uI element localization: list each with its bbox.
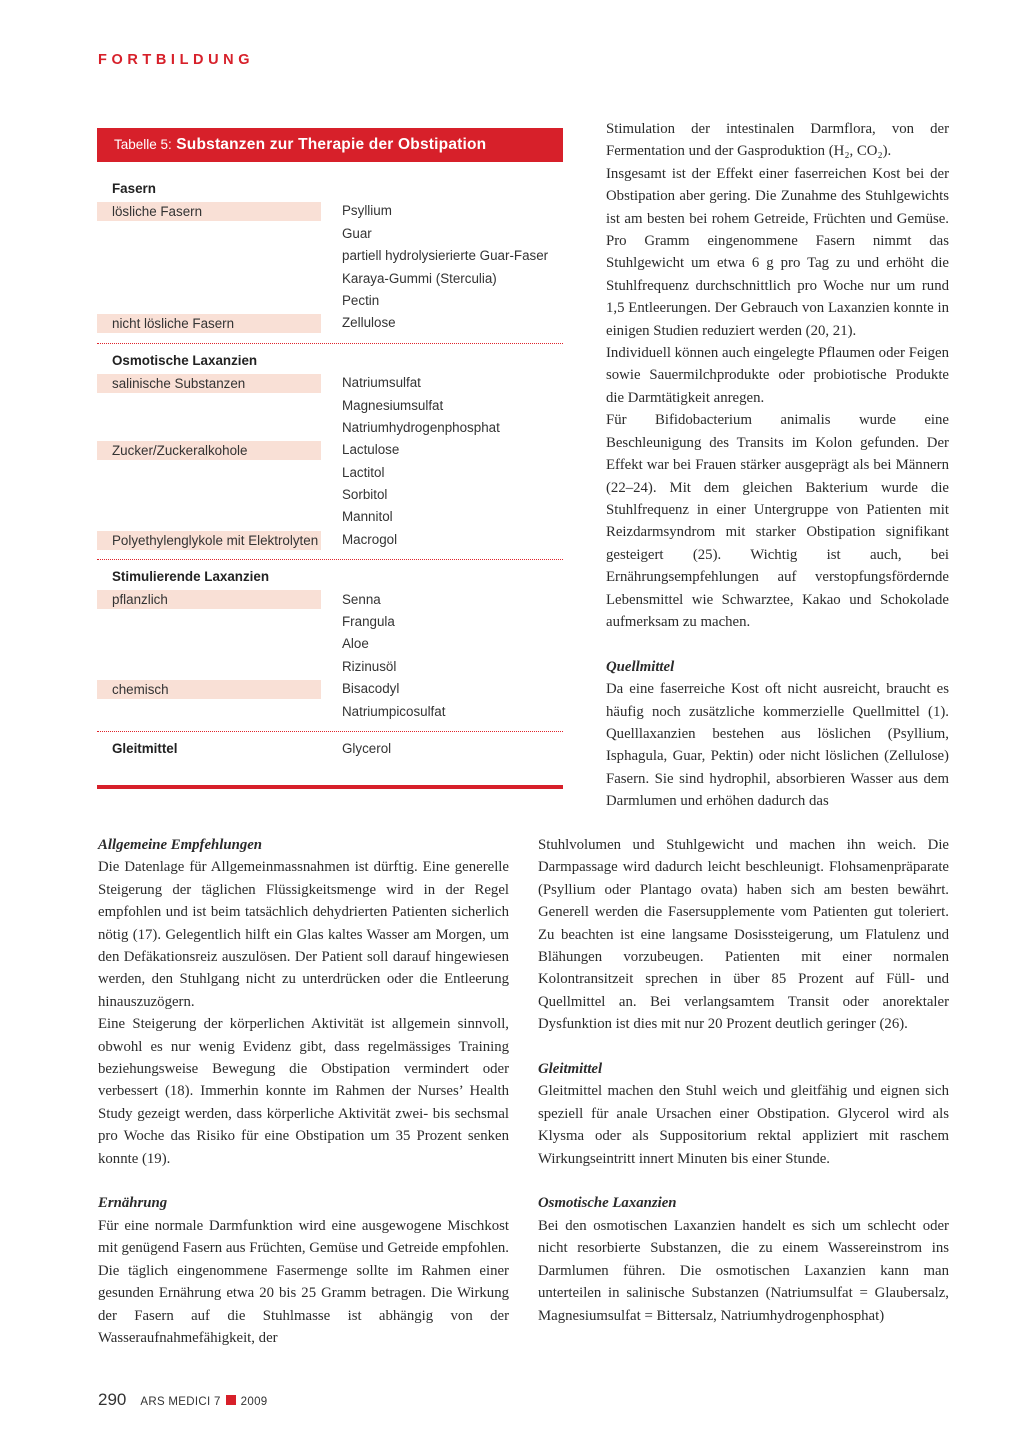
table-section-title: Gleitmittel — [112, 740, 178, 756]
table-substance: Lactulose — [342, 442, 400, 458]
left-column-text — [98, 834, 509, 1349]
square-icon — [226, 1395, 236, 1405]
table-substance: Sorbitol — [342, 487, 388, 503]
table-substance: Glycerol — [342, 740, 392, 756]
section-heading: Allgemeine Empfehlungen — [98, 837, 263, 853]
table-section-stimulierende — [97, 566, 563, 732]
section-heading: Ernährung — [98, 1195, 168, 1212]
table-group — [97, 439, 563, 529]
table-category: chemisch — [97, 680, 321, 699]
table-section-osmotische — [97, 350, 563, 561]
paragraph: Individuell können auch eingelegte Pflaumen oder Feigen sowie Sauermilchprodukte oder probiotische Produkte die Darmtätigkeit anregen. — [606, 345, 949, 406]
table-category: salinische Substanzen — [97, 374, 321, 393]
table-category: Zucker/Zuckeralkohole — [97, 441, 321, 460]
paragraph: Stimulation der intestinalen Darmflora, von der Fermentation und der Gasproduktion (H₂, CO₂). — [606, 121, 949, 160]
table-substance: Macrogol — [342, 531, 398, 547]
table-title: Substanzen zur Therapie der Obstipation — [176, 136, 487, 153]
table-group — [97, 372, 563, 439]
table-category: Polyethylenglykole mit Elektrolyten — [97, 531, 321, 550]
paragraph: Da eine faserreiche Kost oft nicht ausreicht, braucht es häufig noch zusätzliche kommerzielle Quellmittel (1). Quelllaxanzien bestehen aus löslichen (Psyllium, Isphagula, Guar, Pektin) oder nicht löslichen (Zellulose) Fasern. Sie sind hydrophil, absorbieren Wasser aus dem Darmlumen und erhöhen dadurch das — [606, 681, 949, 810]
paragraph: Für eine normale Darmfunktion wird eine ausgewogene Mischkost mit genügend Fasern aus Früchten, Gemüse und Getreide empfohlen. Die täglich eingenommene Fasermenge sollte im Rahmen einer gesunden Ernährung etwa 20 bis 25 Gramm betragen. Die Wirkung der Fasern auf die Stuhlmasse ist abhängig von der Wasseraufnahmefähigkeit, der — [98, 1217, 509, 1346]
table-section-title: Fasern — [112, 181, 156, 196]
table-label: Tabelle 5: — [114, 137, 172, 152]
table-bottom-rule — [97, 785, 563, 789]
table-substance: Bisacodyl — [342, 681, 400, 697]
table-substance: Frangula — [342, 614, 395, 630]
right-column-text — [606, 118, 949, 813]
table-substance: Natriumsulfat — [342, 375, 421, 391]
paragraph: Stuhlvolumen und Stuhlgewicht und machen ihn weich. Die Darmpassage wird dadurch leicht beschleunigt. Flohsamenpräparate (Psyllium oder Plantago ovata) haben sich am besten bewährt. Generell werden die Fasersupplemente vom Patienten gut toleriert. Zu beachten ist eine langsame Dosissteigerung, um Flatulenz und Blähungen vorzubeugen. Patienten mit einer normalen Kolontransitzeit sprechen in über 85 Prozent auf Füll- und Quellmittel an. Bei verlangsamtem Transit oder anorektaler Dysfunktion ist dies mit nur 20 Prozent deutlich geringer (26). — [538, 837, 949, 1033]
table-substance: Natriumhydrogenphosphat — [342, 419, 500, 435]
table-substance: Pectin — [342, 292, 380, 308]
table-substance: Zellulose — [342, 315, 396, 331]
table-substance: Rizinusöl — [342, 658, 397, 674]
publication-name: ARS MEDICI 7 — [140, 1396, 221, 1408]
table-substance: Lactitol — [342, 464, 385, 480]
table-substance: Guar — [342, 225, 372, 241]
section-heading: Quellmittel — [606, 658, 675, 675]
publication-year: 2009 — [240, 1396, 268, 1408]
table-group — [97, 678, 563, 723]
paragraph: Eine Steigerung der körperlichen Aktivität ist allgemein sinnvoll, obwohl es nur wenig Evidenz gibt, dass regelmässiges Training beziehungsweise Bewegung die Obstipation vermindert oder verbessert (18). Immerhin konnte im Rahmen der Nurses’ Health Study gezeigt werden, dass körperliche Aktivität zwei- bis sechsmal pro Woche das Risiko für eine Obstipation um 35 Prozent senken konnte (19). — [98, 1016, 509, 1167]
table-substance: Senna — [342, 591, 381, 607]
table-category: nicht lösliche Fasern — [97, 314, 321, 333]
table-body — [97, 162, 563, 760]
table-section-fasern — [97, 178, 563, 344]
table-substance: Mannitol — [342, 509, 393, 525]
table-category: pflanzlich — [97, 590, 321, 609]
table-row-gleitmittel — [97, 738, 563, 760]
table-substance: partiell hydrolysierierte Guar-Faser — [342, 248, 549, 264]
table-category: lösliche Fasern — [97, 202, 321, 221]
paragraph: Gleitmittel machen den Stuhl weich und gleitfähig und eignen sich speziell für anale Ursachen einer Obstipation. Glycerol wird als Klysma oder als Suppositorium rektal appliziert mit raschem Wirkungseintritt innert Minuten bis einer Stunde. — [538, 1083, 949, 1167]
table-group — [97, 200, 563, 312]
section-heading: Osmotische Laxanzien — [538, 1195, 677, 1212]
paragraph: Für Bifidobacterium animalis wurde eine Beschleunigung des Transits im Kolon gefunden. Der Effekt war bei Frauen stärker ausgeprägt als bei Männern (22–24). Mit dem gleichen Bakterium wurde die Stuhlfrequenz in einer Untergruppe von Patienten mit Reizdarmsyndrom mit starker Obstipation signifikant gesteigert (25). Wichtig ist auch, bei Ernährungsempfehlungen auf verstopfungsfördernde Lebensmittel wie Schwarztee, Kakao und Schokolade aufmerksam zu machen. — [606, 412, 949, 630]
table-section-title: Osmotische Laxanzien — [112, 352, 258, 368]
table-header — [97, 128, 563, 162]
table-5 — [97, 128, 563, 760]
section-header: FORTBILDUNG — [98, 52, 255, 68]
page-number: 290 — [98, 1390, 127, 1409]
table-group — [97, 589, 563, 679]
table-substance: Magnesiumsulfat — [342, 397, 444, 413]
table-substance: Natriumpicosulfat — [342, 703, 446, 719]
table-section-title: Stimulierende Laxanzien — [112, 569, 270, 585]
table-substance: Aloe — [342, 636, 369, 652]
paragraph: Die Datenlage für Allgemeinmassnahmen ist dürftig. Eine generelle Steigerung der täglichen Flüssigkeitsmenge wird in der Regel empfohlen und ist beim tatsächlich dehydrierten Patienten sicherlich nötig (17). Gelegentlich hilft ein Glas kaltes Wasser am Morgen, um den Defäkationsreiz auszulösen. Der Patient soll darauf hingewiesen werden, den Stuhlgang nicht zu unterdrücken oder die Entleerung hinauszuzögern. — [98, 859, 509, 1010]
table-group — [97, 529, 563, 551]
table-group — [97, 312, 563, 334]
section-heading: Gleitmittel — [538, 1061, 603, 1078]
table-substance: Karaya-Gummi (Sterculia) — [342, 270, 497, 286]
paragraph: Insgesamt ist der Effekt einer faserreichen Kost bei der Obstipation aber gering. Die Zunahme des Stuhlgewichts ist am besten bei rohem Getreide, Früchten und Gemüse. Pro Gramm eingenommene Fasern nimmt das Stuhlgewicht um etwa 6 g pro Tag zu und erhöht die Stuhlfrequenz durchschnittlich pro Woche nur um rund 1,5 Entleerungen. Der Gebrauch von Laxanzien konnte in einigen Studien reduziert werden (20, 21). — [606, 165, 949, 339]
right-column-lower-text — [538, 834, 949, 1327]
paragraph: Bei den osmotischen Laxanzien handelt es sich um schlecht oder nicht resorbierte Substanzen, die zu einem Wassereinstrom ins Darmlumen führen. Die osmotischen Laxanzien kann man unterteilen in salinische Substanzen (Natriumsulfat = Glaubersalz, Magnesiumsulfat = Bittersalz, Natriumhydrogenphosphat) — [538, 1217, 949, 1324]
table-substance: Psyllium — [342, 203, 392, 219]
page-footer — [98, 1390, 267, 1410]
